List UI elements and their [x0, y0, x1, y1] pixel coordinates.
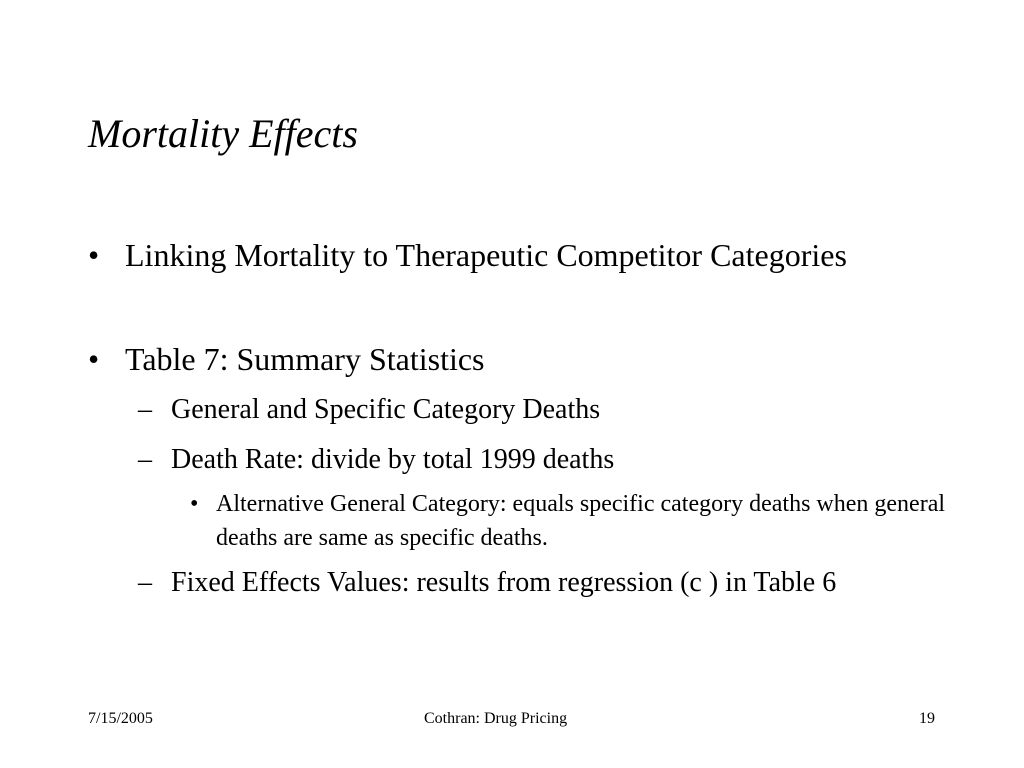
bullet-icon: •: [88, 341, 100, 377]
footer-date: 7/15/2005: [88, 710, 153, 727]
footer-title: Cothran: Drug Pricing: [424, 710, 568, 727]
sub-bullet-text: General and Specific Category Deaths: [171, 394, 601, 425]
sub-bullet-text: Death Rate: divide by total 1999 deaths: [171, 444, 615, 475]
bullet-text: Linking Mortality to Therapeutic Competitor Categories: [125, 237, 847, 273]
dash-icon: –: [138, 394, 152, 425]
dash-icon: –: [138, 567, 152, 598]
page-number: 19: [919, 710, 935, 727]
small-bullet-icon: •: [190, 491, 199, 517]
sub-sub-bullet-text: Alternative General Category: equals specific category deaths when general deaths are same as specific deaths.: [216, 491, 946, 551]
dash-icon: –: [138, 444, 152, 475]
bullet-icon: •: [88, 237, 100, 273]
bullet-text: Table 7: Summary Statistics: [125, 341, 485, 377]
slide-title: Mortality Effects: [88, 111, 358, 156]
sub-bullet-text: Fixed Effects Values: results from regression (c ) in Table 6: [171, 567, 837, 598]
